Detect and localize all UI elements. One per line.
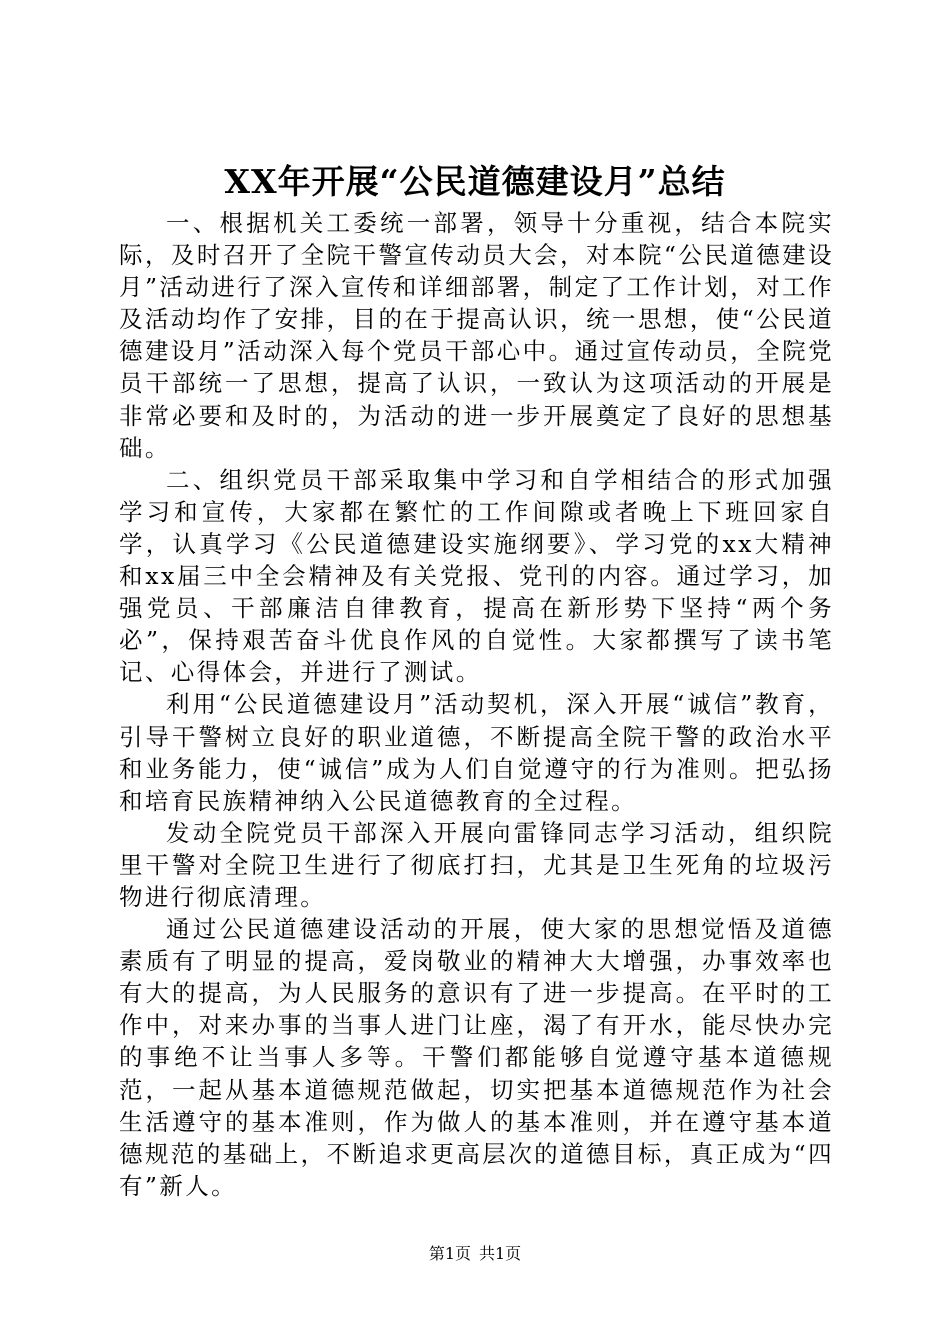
page-total: 共1页 <box>479 1244 522 1263</box>
paragraph-2: 二、组织党员干部采取集中学习和自学相结合的形式加强学习和宣传，大家都在繁忙的工作间隙或者晚上下班回家自学，认真学习《公民道德建设实施纲要》、学习党的xx大精神和xx届三中全会精神及有关党报、党刊的内容。通过学习，加强党员、干部廉洁自律教育，提高在新形势下坚持“两个务必”，保持艰苦奋斗优良作风的自觉性。大家都撰写了读书笔记、心得体会，并进行了测试。 <box>119 465 834 687</box>
paragraph-4: 发动全院党员干部深入开展向雷锋同志学习活动，组织院里干警对全院卫生进行了彻底打扫，尤其是卫生死角的垃圾污物进行彻底清理。 <box>119 818 834 911</box>
paragraph-1: 一、根据机关工委统一部署，领导十分重视，结合本院实际，及时召开了全院干警宣传动员大会，对本院“公民道德建设月”活动进行了深入宣传和详细部署，制定了工作计划，对工作及活动均作了安排，目的在于提高认识，统一思想，使“公民道德建设月”活动深入每个党员干部心中。通过宣传动员，全院党员干部统一了思想，提高了认识，一致认为这项活动的开展是非常必要和及时的，为活动的进一步开展奠定了良好的思想基础。 <box>119 209 834 462</box>
page-footer <box>0 1244 950 1264</box>
document-title: XX年开展“公民道德建设月”总结 <box>224 162 726 201</box>
paragraph-5: 通过公民道德建设活动的开展，使大家的思想觉悟及道德素质有了明显的提高，爱岗敬业的精神大大增强，办事效率也有大的提高，为人民服务的意识有了进一步提高。在平时的工作中，对来办事的当事人进门让座，渴了有开水，能尽快办完的事绝不让当事人多等。干警们都能够自觉遵守基本道德规范，一起从基本道德规范做起，切实把基本道德规范作为社会生活遵守的基本准则，作为做人的基本准则，并在遵守基本道德规范的基础上，不断追求更高层次的道德目标，真正成为“四有”新人。 <box>119 915 834 1200</box>
page-number: 第1页 <box>428 1244 471 1263</box>
paragraph-3: 利用“公民道德建设月”活动契机，深入开展“诚信”教育，引导干警树立良好的职业道德，不断提高全院干警的政治水平和业务能力，使“诚信”成为人们自觉遵守的行为准则。把弘扬和培育民族精神纳入公民道德教育的全过程。 <box>119 690 834 815</box>
document-body <box>119 207 834 1202</box>
